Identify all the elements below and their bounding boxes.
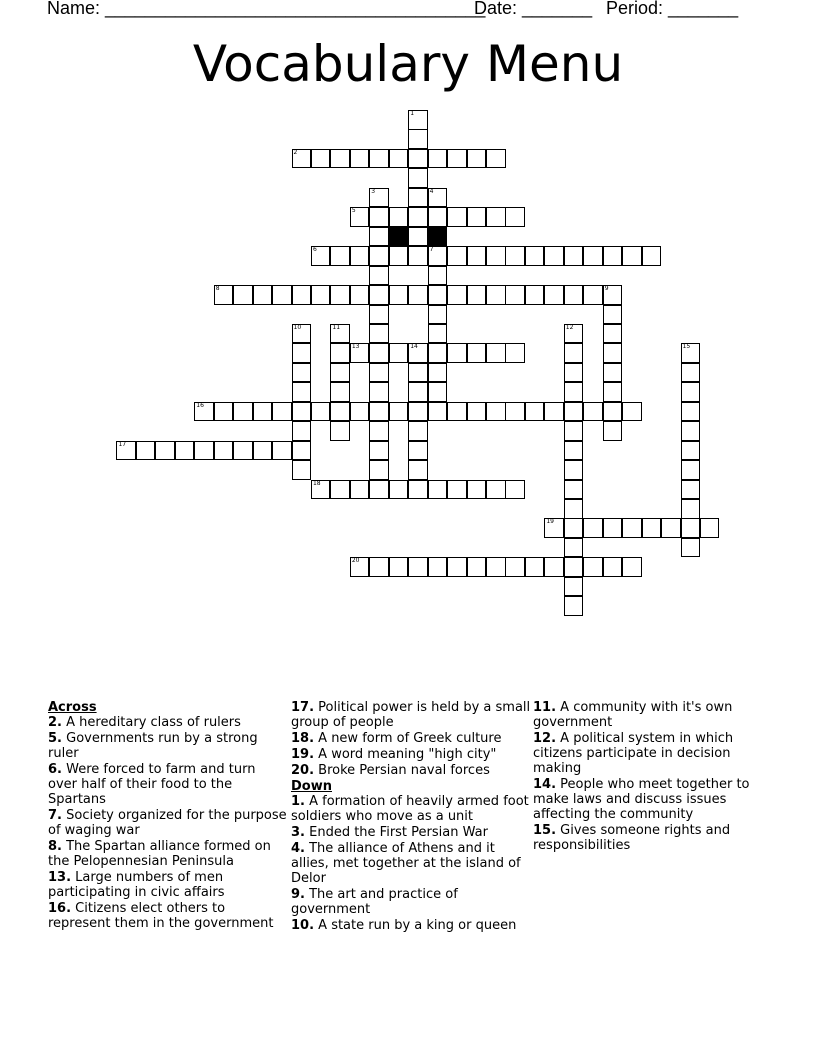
grid-cell[interactable]	[330, 421, 350, 441]
black-square	[389, 227, 409, 247]
grid-cell[interactable]	[564, 421, 584, 441]
clue-number: 6	[312, 246, 317, 254]
grid-cell[interactable]	[311, 149, 331, 169]
grid-cell[interactable]	[428, 382, 448, 402]
grid-cell[interactable]	[369, 305, 389, 325]
grid-cell[interactable]	[525, 246, 545, 266]
grid-cell[interactable]	[389, 246, 409, 266]
grid-cell[interactable]	[681, 518, 701, 538]
grid-cell[interactable]	[525, 557, 545, 577]
grid-cell[interactable]	[292, 421, 312, 441]
grid-cell[interactable]	[369, 149, 389, 169]
grid-cell[interactable]	[369, 480, 389, 500]
grid-cell[interactable]	[369, 343, 389, 363]
clue-number: 2	[293, 148, 298, 156]
grid-cell[interactable]	[330, 402, 350, 422]
clue-number-label: 17.	[291, 700, 315, 715]
grid-cell[interactable]	[681, 538, 701, 558]
clue-text: People who meet together to make laws and discuss issues affecting the community	[533, 777, 750, 822]
grid-cell[interactable]	[330, 480, 350, 500]
clue-number: 4	[429, 187, 434, 195]
grid-cell[interactable]	[681, 499, 701, 519]
grid-cell[interactable]	[428, 149, 448, 169]
clue-number: 1	[410, 110, 415, 117]
grid-cell[interactable]	[681, 363, 701, 383]
grid-cell[interactable]	[486, 480, 506, 500]
grid-cell[interactable]	[330, 285, 350, 305]
clue-number-label: 14.	[533, 777, 557, 792]
clue-text: Broke Persian naval forces	[314, 763, 490, 778]
grid-cell[interactable]	[369, 227, 389, 247]
clue-number-label: 20.	[291, 763, 315, 778]
grid-cell[interactable]	[622, 557, 642, 577]
grid-cell[interactable]	[408, 382, 428, 402]
clue-number: 12	[565, 323, 574, 331]
clue-text: A formation of heavily armed foot soldiers who move as a unit	[291, 794, 529, 824]
grid-cell[interactable]	[408, 168, 428, 188]
grid-cell[interactable]	[486, 246, 506, 266]
grid-cell[interactable]	[642, 518, 662, 538]
grid-cell[interactable]	[428, 246, 448, 266]
grid-cell[interactable]	[564, 480, 584, 500]
grid-cell[interactable]	[292, 285, 312, 305]
grid-cell[interactable]	[389, 480, 409, 500]
clue-number-label: 3.	[291, 825, 305, 840]
grid-cell[interactable]	[603, 285, 623, 305]
grid-cell[interactable]	[564, 402, 584, 422]
grid-cell[interactable]	[408, 343, 428, 363]
grid-cell[interactable]	[544, 246, 564, 266]
grid-cell[interactable]	[681, 441, 701, 461]
grid-cell[interactable]	[603, 343, 623, 363]
clue-number: 14	[410, 343, 418, 351]
clue-text: Political power is held by a small group of people	[291, 700, 531, 730]
grid-cell[interactable]	[564, 246, 584, 266]
grid-cell[interactable]	[681, 382, 701, 402]
grid-cell[interactable]	[292, 382, 312, 402]
grid-cell[interactable]	[350, 402, 370, 422]
grid-cell[interactable]	[505, 343, 525, 363]
grid-cell[interactable]	[467, 343, 487, 363]
grid-cell[interactable]	[564, 557, 584, 577]
grid-cell[interactable]	[389, 402, 409, 422]
grid-cell[interactable]	[292, 402, 312, 422]
grid-cell[interactable]	[369, 207, 389, 227]
clue-number: 9	[604, 285, 609, 293]
clue-number: 17	[118, 440, 127, 448]
grid-cell[interactable]	[622, 246, 642, 266]
grid-cell[interactable]	[505, 402, 525, 422]
clue-text: Society organized for the purpose of waging war	[48, 808, 287, 838]
grid-cell[interactable]	[408, 460, 428, 480]
clue-text: The art and practice of government	[291, 887, 458, 917]
grid-cell[interactable]	[214, 441, 234, 461]
grid-cell[interactable]	[175, 441, 195, 461]
grid-cell[interactable]	[428, 402, 448, 422]
grid-cell[interactable]	[428, 324, 448, 344]
grid-cell[interactable]	[253, 402, 273, 422]
grid-cell[interactable]	[447, 343, 467, 363]
grid-cell[interactable]	[233, 285, 253, 305]
grid-cell[interactable]	[369, 285, 389, 305]
grid-cell[interactable]	[486, 343, 506, 363]
grid-cell[interactable]	[369, 421, 389, 441]
grid-cell[interactable]	[467, 480, 487, 500]
grid-cell[interactable]	[408, 421, 428, 441]
grid-cell[interactable]	[642, 246, 662, 266]
date-field[interactable]: Date: _______	[474, 0, 593, 18]
grid-cell[interactable]	[292, 343, 312, 363]
grid-cell[interactable]	[583, 518, 603, 538]
clue-column-1	[48, 700, 288, 932]
grid-cell[interactable]	[292, 149, 312, 169]
clue-number-label: 7.	[48, 808, 62, 823]
clue-text: A political system in which citizens participate in decision making	[533, 731, 734, 776]
grid-cell[interactable]	[369, 266, 389, 286]
grid-cell[interactable]	[486, 285, 506, 305]
clue-number-label: 10.	[291, 918, 315, 933]
grid-cell[interactable]	[603, 363, 623, 383]
grid-cell[interactable]	[428, 480, 448, 500]
clue-number: 10	[293, 323, 302, 331]
grid-cell[interactable]	[369, 441, 389, 461]
grid-cell[interactable]	[428, 207, 448, 227]
grid-cell[interactable]	[136, 441, 156, 461]
grid-cell[interactable]	[486, 557, 506, 577]
clue-number: 19	[546, 518, 554, 526]
grid-cell[interactable]	[350, 480, 370, 500]
grid-cell[interactable]	[330, 324, 350, 344]
clue-item	[291, 700, 531, 730]
clue-item	[533, 777, 773, 822]
clue-item	[48, 839, 288, 869]
grid-cell[interactable]	[603, 518, 623, 538]
grid-cell[interactable]	[447, 402, 467, 422]
grid-cell[interactable]	[233, 441, 253, 461]
grid-cell[interactable]	[622, 518, 642, 538]
grid-cell[interactable]	[311, 246, 331, 266]
clue-item	[291, 731, 531, 746]
grid-cell[interactable]	[292, 460, 312, 480]
grid-cell[interactable]	[447, 246, 467, 266]
grid-cell[interactable]	[467, 402, 487, 422]
clue-number-label: 16.	[48, 901, 72, 916]
grid-cell[interactable]	[583, 285, 603, 305]
clue-number: 16	[196, 401, 204, 409]
grid-cell[interactable]	[311, 402, 331, 422]
clue-item	[291, 887, 531, 917]
clue-number-label: 6.	[48, 762, 62, 777]
grid-cell[interactable]	[369, 324, 389, 344]
grid-cell[interactable]	[525, 402, 545, 422]
clue-text: A word meaning "high city"	[314, 747, 497, 762]
clue-number-label: 4.	[291, 841, 305, 856]
grid-cell[interactable]	[661, 518, 681, 538]
clue-item	[48, 808, 288, 838]
grid-cell[interactable]	[564, 441, 584, 461]
grid-cell[interactable]	[681, 480, 701, 500]
grid-cell[interactable]	[272, 402, 292, 422]
grid-cell[interactable]	[544, 285, 564, 305]
grid-cell[interactable]	[467, 285, 487, 305]
clue-text: Governments run by a strong ruler	[48, 731, 258, 761]
grid-cell[interactable]	[369, 188, 389, 208]
clue-item	[48, 901, 288, 931]
grid-cell[interactable]	[350, 207, 370, 227]
clue-text: A state run by a king or queen	[314, 918, 517, 933]
grid-cell[interactable]	[389, 207, 409, 227]
grid-cell[interactable]	[272, 441, 292, 461]
grid-cell[interactable]	[603, 402, 623, 422]
grid-cell[interactable]	[467, 246, 487, 266]
clue-number: 5	[351, 207, 356, 215]
clue-column-3	[533, 700, 773, 854]
grid-cell[interactable]	[447, 207, 467, 227]
grid-cell[interactable]	[408, 480, 428, 500]
clue-number: 18	[312, 479, 321, 487]
clue-item	[291, 825, 531, 840]
grid-cell[interactable]	[408, 441, 428, 461]
clue-text: A community with it's own government	[533, 700, 733, 730]
grid-cell[interactable]	[603, 421, 623, 441]
grid-cell[interactable]	[408, 207, 428, 227]
clue-item	[48, 731, 288, 761]
grid-cell[interactable]	[194, 402, 214, 422]
clue-number-label: 18.	[291, 731, 315, 746]
grid-cell[interactable]	[272, 285, 292, 305]
grid-cell[interactable]	[408, 246, 428, 266]
grid-cell[interactable]	[428, 343, 448, 363]
grid-cell[interactable]	[330, 149, 350, 169]
clue-item	[533, 823, 773, 853]
grid-cell[interactable]	[583, 246, 603, 266]
clue-text: Large numbers of men participating in civic affairs	[48, 870, 225, 900]
grid-cell[interactable]	[233, 402, 253, 422]
grid-cell[interactable]	[681, 402, 701, 422]
grid-cell[interactable]	[292, 363, 312, 383]
grid-cell[interactable]	[116, 441, 136, 461]
grid-cell[interactable]	[292, 441, 312, 461]
clue-number: 7	[429, 246, 434, 254]
grid-cell[interactable]	[486, 207, 506, 227]
clue-number: 3	[371, 187, 376, 195]
grid-cell[interactable]	[486, 149, 506, 169]
grid-cell[interactable]	[408, 188, 428, 208]
across-heading: Across	[48, 700, 97, 715]
name-field[interactable]: Name: ______________________________________	[47, 0, 486, 18]
grid-cell[interactable]	[311, 285, 331, 305]
clue-number-label: 19.	[291, 747, 315, 762]
grid-cell[interactable]	[389, 343, 409, 363]
page-title: Vocabulary Menu	[192, 35, 624, 93]
clue-number-label: 12.	[533, 731, 557, 746]
grid-cell[interactable]	[408, 557, 428, 577]
grid-cell[interactable]	[408, 363, 428, 383]
clue-number: 8	[215, 285, 220, 293]
grid-cell[interactable]	[330, 343, 350, 363]
clue-number: 11	[332, 323, 341, 331]
clue-number-label: 9.	[291, 887, 305, 902]
grid-cell[interactable]	[603, 557, 623, 577]
grid-cell[interactable]	[194, 441, 214, 461]
grid-cell[interactable]	[583, 557, 603, 577]
grid-cell[interactable]	[447, 557, 467, 577]
clue-text: Were forced to farm and turn over half of their food to the Spartans	[48, 762, 256, 807]
grid-cell[interactable]	[544, 557, 564, 577]
grid-cell[interactable]	[603, 246, 623, 266]
grid-cell[interactable]	[350, 149, 370, 169]
black-square	[428, 227, 448, 247]
grid-cell[interactable]	[467, 149, 487, 169]
grid-cell[interactable]	[486, 402, 506, 422]
grid-cell[interactable]	[350, 246, 370, 266]
grid-cell[interactable]	[603, 305, 623, 325]
grid-cell[interactable]	[369, 382, 389, 402]
grid-cell[interactable]	[505, 207, 525, 227]
grid-cell[interactable]	[447, 149, 467, 169]
clue-number: 20	[351, 557, 360, 565]
grid-cell[interactable]	[447, 285, 467, 305]
clue-item	[291, 763, 531, 778]
clue-number-label: 8.	[48, 839, 62, 854]
grid-cell[interactable]	[408, 129, 428, 149]
grid-cell[interactable]	[564, 285, 584, 305]
grid-cell[interactable]	[389, 149, 409, 169]
grid-cell[interactable]	[505, 285, 525, 305]
grid-cell[interactable]	[330, 382, 350, 402]
grid-cell[interactable]	[408, 402, 428, 422]
grid-cell[interactable]	[564, 382, 584, 402]
clue-item	[48, 762, 288, 807]
clue-number-label: 11.	[533, 700, 557, 715]
grid-cell[interactable]	[350, 285, 370, 305]
clue-item	[533, 700, 773, 730]
grid-cell[interactable]	[564, 363, 584, 383]
grid-cell[interactable]	[564, 460, 584, 480]
grid-cell[interactable]	[564, 518, 584, 538]
grid-cell[interactable]	[564, 499, 584, 519]
grid-cell[interactable]	[428, 285, 448, 305]
grid-cell[interactable]	[564, 343, 584, 363]
grid-cell[interactable]	[467, 557, 487, 577]
grid-cell[interactable]	[525, 285, 545, 305]
grid-cell[interactable]	[467, 207, 487, 227]
clue-item	[291, 918, 531, 933]
grid-cell[interactable]	[408, 227, 428, 247]
grid-cell[interactable]	[369, 246, 389, 266]
grid-cell[interactable]	[408, 110, 428, 130]
grid-cell[interactable]	[428, 557, 448, 577]
clue-item	[48, 870, 288, 900]
clue-number-label: 5.	[48, 731, 62, 746]
grid-cell[interactable]	[505, 557, 525, 577]
clue-text: The alliance of Athens and it allies, met together at the island of Delor	[291, 841, 521, 886]
clue-item	[291, 841, 531, 886]
grid-cell[interactable]	[330, 246, 350, 266]
grid-cell[interactable]	[447, 480, 467, 500]
grid-cell[interactable]	[428, 363, 448, 383]
grid-cell[interactable]	[681, 421, 701, 441]
clue-text: Gives someone rights and responsibilities	[533, 823, 731, 853]
grid-cell[interactable]	[369, 557, 389, 577]
clue-number-label: 13.	[48, 870, 72, 885]
clue-text: Ended the First Persian War	[304, 825, 488, 840]
grid-cell[interactable]	[544, 518, 564, 538]
grid-cell[interactable]	[544, 402, 564, 422]
grid-cell[interactable]	[311, 480, 331, 500]
grid-cell[interactable]	[564, 596, 584, 616]
clue-number-label: 1.	[291, 794, 305, 809]
grid-cell[interactable]	[214, 285, 234, 305]
clue-text: The Spartan alliance formed on the Pelopennesian Peninsula	[48, 839, 271, 869]
clue-text: A hereditary class of rulers	[61, 715, 241, 730]
grid-cell[interactable]	[253, 285, 273, 305]
clue-number: 13	[351, 343, 360, 351]
grid-cell[interactable]	[428, 188, 448, 208]
clue-number-label: 15.	[533, 823, 557, 838]
clue-item	[291, 747, 531, 762]
grid-cell[interactable]	[564, 577, 584, 597]
grid-cell[interactable]	[428, 266, 448, 286]
grid-cell[interactable]	[603, 382, 623, 402]
grid-cell[interactable]	[505, 246, 525, 266]
grid-cell[interactable]	[350, 557, 370, 577]
grid-cell[interactable]	[408, 149, 428, 169]
clue-text: Citizens elect others to represent them in the government	[48, 901, 274, 931]
grid-cell[interactable]	[253, 441, 273, 461]
grid-cell[interactable]	[350, 343, 370, 363]
grid-cell[interactable]	[408, 285, 428, 305]
clue-item	[48, 715, 288, 730]
grid-cell[interactable]	[292, 324, 312, 344]
grid-cell[interactable]	[369, 363, 389, 383]
grid-cell[interactable]	[681, 460, 701, 480]
grid-cell[interactable]	[389, 285, 409, 305]
grid-cell[interactable]	[214, 402, 234, 422]
period-field[interactable]: Period: _______	[606, 0, 739, 18]
grid-cell[interactable]	[330, 363, 350, 383]
clue-column-2	[291, 700, 531, 934]
grid-cell[interactable]	[369, 460, 389, 480]
grid-cell[interactable]	[505, 480, 525, 500]
clue-item	[291, 794, 531, 824]
grid-cell[interactable]	[681, 343, 701, 363]
grid-cell[interactable]	[155, 441, 175, 461]
grid-cell[interactable]	[369, 402, 389, 422]
grid-cell[interactable]	[564, 538, 584, 558]
grid-cell[interactable]	[389, 557, 409, 577]
grid-cell[interactable]	[700, 518, 720, 538]
clue-text: A new form of Greek culture	[314, 731, 502, 746]
grid-cell[interactable]	[603, 324, 623, 344]
grid-cell[interactable]	[622, 402, 642, 422]
down-heading: Down	[291, 779, 332, 794]
grid-cell[interactable]	[428, 305, 448, 325]
grid-cell[interactable]	[583, 402, 603, 422]
clue-number-label: 2.	[48, 715, 62, 730]
clue-number: 15	[682, 343, 691, 351]
grid-cell[interactable]	[564, 324, 584, 344]
clue-item	[533, 731, 773, 776]
